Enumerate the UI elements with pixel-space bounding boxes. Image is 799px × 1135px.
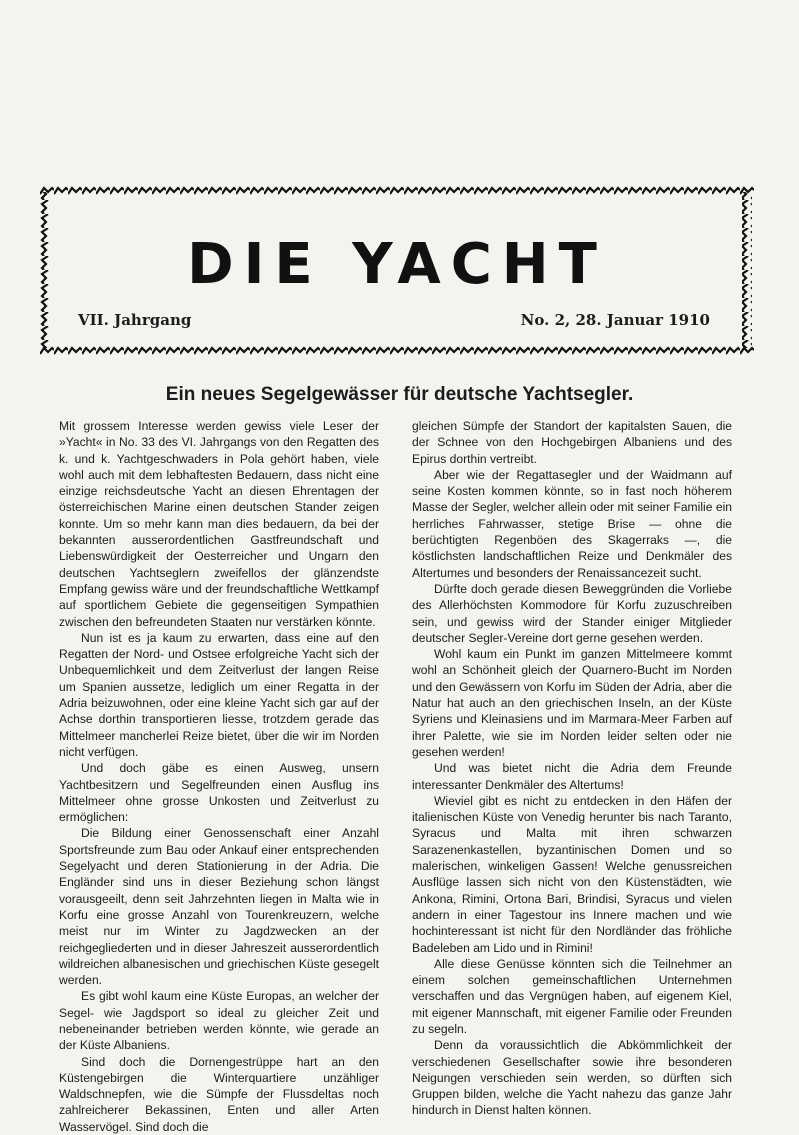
right-column (412, 418, 732, 1119)
article-headline: Ein neues Segelgewässer für deutsche Yachtsegler. (165, 384, 634, 405)
left-paragraph: Sind doch die Dornengestrüppe hart an den Küstengebirgen die Winterquartiere unzähliger Waldschnepfen, wie die Sümpfe der Flussdeltas noch zahlreicherer Bekassinen, Enten und aller Arten Wasservögel. Sind doch die (59, 1054, 379, 1134)
issue-label: No. 2, 28. Januar 1910 (520, 311, 710, 329)
left-paragraph: Und doch gäbe es einen Ausweg, unsern Yachtbesitzern und Segelfreunden einen Ausflug ins Mittelmeer ohne grosse Unkosten und Zeitverlust zu ermöglichen: (59, 761, 379, 825)
left-paragraph: Mit grossem Interesse werden gewiss viele Leser der »Yacht« in No. 33 des VI. Jahrgangs von den Regatten des k. und k. Yachtgeschwaders in Pola gehört haben, viele wohl auch mit dem lebhaftesten Bedauern, dass nicht eine einzige reichsdeutsche Yacht an diesen Ehrentagen der österreichischen Marine einen deutschen Stander zeigen konnte. Um so mehr kann man dies bedauern, da bei der bekannten ausserordentlichen Gastfreundschaft und Liebenswürdigkeit der Oesterreicher und Ungarn den deutschen Yachtseglern zweifellos der glänzendste Empfang gewiss wäre und der freundschaftliche Wettkampf auf sportlichem Gebiete die gegenseitigen Sympathien zwischen den befreundeten Staaten nur verstärken könnte. (59, 419, 379, 629)
right-paragraph: Alle diese Genüsse könnten sich die Teilnehmer an einem solchen gemeinschaftlichen Unternehmen verschaffen und das Vergnügen haben, auf eigenem Kiel, mit eigener Mannschaft, mit eigener Familie oder Freunden zu segeln. (412, 956, 732, 1036)
left-paragraph: Nun ist es ja kaum zu erwarten, dass eine auf den Regatten der Nord- und Ostsee erfolgreiche Yacht sich der Unbequemlichkeit und dem Zeitverlust der langen Reise um Spanien aussetze, lediglich um einer Regatta in der Adria beizuwohnen, oder eine kleine Yacht sich gar auf der Achse dorthin transportieren liesse, trotzdem gerade das Mittelmeer mancherlei Reize bietet, über die wir im Norden nicht verfügen. (59, 630, 379, 759)
masthead-title: DIE YACHT (187, 232, 607, 297)
left-paragraph: Es gibt wohl kaum eine Küste Europas, an welcher der Segel- wie Jagdsport so ideal zu gleicher Zeit und nebeneinander betrieben werden könnte, wie gerade an der Küste Albaniens. (59, 989, 379, 1053)
left-column (59, 418, 379, 1135)
volume-label: VII. Jahrgang (78, 311, 192, 329)
right-paragraph: Und was bietet nicht die Adria dem Freunde interessanter Denkmäler des Altertums! (412, 761, 732, 792)
right-paragraph: Wohl kaum ein Punkt im ganzen Mittelmeere kommt wohl an Schönheit gleich der Quarnero-Bucht im Norden und den Gewässern von Korfu im Süden der Adria, aber die Natur hat auch an den griechischen Inseln, an der Küste Syriens und Kleinasiens und im Marmara-Meer Farben auf ihrer Palette, wie sie im Norden leider selten oder nie gesehen werden! (412, 647, 733, 759)
right-paragraph: Wieviel gibt es nicht zu entdecken in den Häfen der italienischen Küste von Venedig herunter bis nach Taranto, Syracus und Malta mit ihren schwarzen Sarazenenkastellen, byzantinischen Domen und so malerischen, winkeligen Gassen! Welche genussreichen Ausflüge lassen sich nicht von den Küstenstädten, wie Ankona, Rimini, Ortona Bari, Brindisi, Syracus und vielen andern in einer Tagestour ins Innere machen und wie hochinteressant ist nicht für den Nordländer das fröhliche Badeleben am Lido und in Rimini! (412, 793, 732, 955)
left-paragraph: Die Bildung einer Genossenschaft einer Anzahl Sportsfreunde zum Bau oder Ankauf einer entsprechenden Segelyacht und deren Stationierung in der Adria. Die Engländer sind uns in dieser Beziehung schon längst vorausgeeilt, denn seit Jahrzehnten liegen in Malta wie in Korfu eine grosse Anzahl von Tourenkreuzern, welche meist nur im Winter zu Jagdzwecken an der reichgegliederten und in dieser Jahreszeit ausserordentlich wildreichen albanesischen und griechischen Küste gesegelt werden. (59, 826, 379, 988)
right-paragraph: Denn da voraussichtlich die Abkömmlichkeit der verschiedenen Gesellschafter sowie ihre besonderen Neigungen verschieden sein werden, so dürften sich Gruppen bilden, welche die Yacht nahezu das ganze Jahr hindurch in Dienst halten können. (412, 1038, 732, 1118)
right-paragraph: Dürfte doch gerade diesen Beweggründen die Vorliebe des Allerhöchsten Kommodore für Korfu zuzuschreiben sein, und gewiss wird der Stander einiger Mitglieder deutscher Segler-Vereine dort gerne gesehen werden. (412, 581, 732, 645)
masthead (40, 186, 754, 358)
right-paragraph: Aber wie der Regattasegler und der Waidmann auf seine Kosten kommen könnte, so in fast noch höherem Masse der Segler, welcher allein oder mit seiner Familie ein herrliches Fahrwasser, stetige Brise — ohne die berüchtigten Regenböen des Skagerraks —, die köstlichsten landschaftlichen Reize und Denkmäler des Altertumes und besonders der Renaissancezeit sucht. (412, 467, 732, 580)
right-paragraph: gleichen Sümpfe der Standort der kapitalsten Sauen, die der Schnee von den Hochgebirgen Albaniens und des Epirus dorthin vertreibt. (412, 419, 732, 466)
